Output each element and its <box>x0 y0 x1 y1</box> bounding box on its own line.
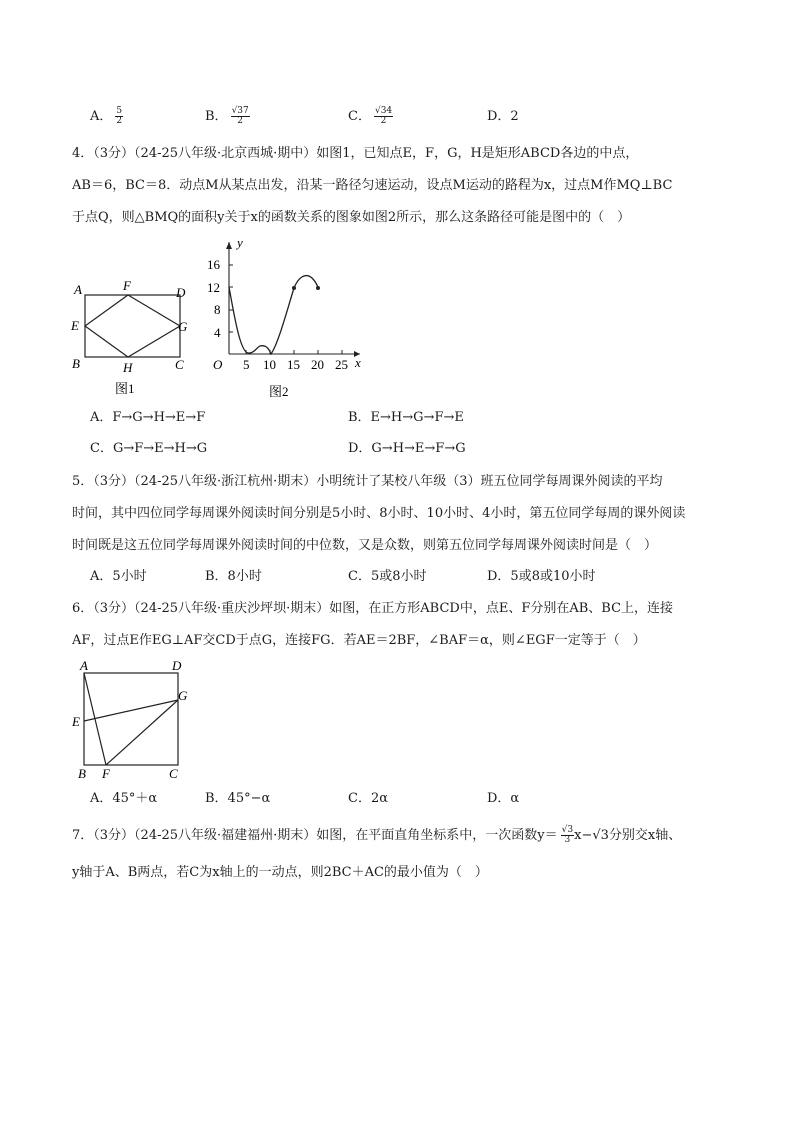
point-15-12 <box>292 286 296 290</box>
label-g: G <box>178 319 188 334</box>
figure-1-caption: 图1 <box>115 381 135 396</box>
label-c: C <box>175 357 184 372</box>
label-a: A <box>80 658 88 673</box>
q6-line-1: 6．（3分）（24-25八年级·重庆沙坪坝·期末）如图，在正方形ABCD中，点E、F分别在AB、BC上，连接 <box>72 601 674 616</box>
label-a: A <box>74 282 82 297</box>
q5-option-d: D．5或8或10小时 <box>487 569 596 584</box>
x-tick-label: 10 <box>263 357 276 372</box>
x-tick-label: 25 <box>335 357 348 372</box>
q4-line-3: 于点Q，则△BMQ的面积y关于x的函数关系的图象如图2所示，那么这条路径可能是图中的（ ） <box>72 210 631 225</box>
q7-line-2: y轴于A、B两点，若C为x轴上的一动点，则2BC＋AC的最小值为（ ） <box>72 865 488 880</box>
figure-2-caption: 图2 <box>269 384 289 399</box>
label-b: B <box>78 766 86 781</box>
q3-option-d: D．2 <box>487 109 519 124</box>
fraction: $\frac{√37}{2}$ <box>231 106 249 126</box>
label-b: B <box>72 356 80 371</box>
q6-option-a: A．45°＋α <box>90 791 158 806</box>
q5-option-a: A．5小时 <box>90 569 147 584</box>
q3-option-a: A． $\frac{5}{2}$ <box>90 106 123 126</box>
q4-figure-1 <box>66 270 206 400</box>
y-tick-label: 16 <box>207 257 220 272</box>
y-axis-arrow <box>226 242 232 249</box>
fraction: $\frac{5}{2}$ <box>116 106 123 126</box>
q5-line-3: 时间既是这五位同学每周课外阅读时间的中位数，又是众数，则第五位同学每周课外阅读时间是（ ） <box>72 538 658 553</box>
q4-option-d: D．G→H→E→F→G <box>348 441 466 456</box>
q4-figure-2 <box>200 234 375 402</box>
label-d: D <box>176 285 186 300</box>
square-abcd <box>84 673 178 765</box>
q7-line-1: 7．（3分）（24-25八年级·福建福州·期末）如图，在平面直角坐标系中，一次函数y＝ $\frac{√3}{3}$ x−√3分别交x轴、 <box>72 825 682 845</box>
origin-label: O <box>213 357 223 372</box>
q5-line-1: 5．（3分）（24-25八年级·浙江杭州·期末）小明统计了某校八年级（3）班五位同学每周课外阅读的平均 <box>72 474 663 489</box>
q5-option-c: C．5或8小时 <box>348 569 427 584</box>
q6-figure <box>70 655 200 783</box>
point-20-12 <box>316 286 320 290</box>
rectangle-abcd <box>85 295 180 357</box>
q6-option-c: C．2α <box>348 791 388 806</box>
q5-option-b: B．8小时 <box>205 569 262 584</box>
fraction: $\frac{√3}{3}$ <box>561 825 574 845</box>
x-tick-label: 5 <box>243 357 250 372</box>
q4-line-1: 4．（3分）（24-25八年级·北京西城·期中）如图1，已知点E，F，G，H是矩形ABCD各边的中点， <box>72 146 639 161</box>
y-tick-label: 12 <box>207 280 220 295</box>
label-c: C <box>169 766 178 781</box>
x-tick-label: 15 <box>287 357 300 372</box>
function-curve <box>229 276 318 354</box>
q3-option-c: C． $\frac{√34}{2}$ <box>348 106 393 126</box>
q3-option-b: B． $\frac{√37}{2}$ <box>205 106 249 126</box>
label-d: D <box>172 658 182 673</box>
x-axis-label: x <box>355 355 361 370</box>
label-e: E <box>72 714 80 729</box>
fraction: $\frac{√34}{2}$ <box>374 106 393 126</box>
y-tick-label: 4 <box>214 325 221 340</box>
segment-eg <box>84 700 178 721</box>
q5-line-2: 时间，其中四位同学每周课外阅读时间分别是5小时、8小时、10小时、4小时，第五位同学每周的课外阅读 <box>72 506 686 521</box>
q4-option-b: B．E→H→G→F→E <box>348 410 464 425</box>
label-e: E <box>71 318 79 333</box>
label-g: G <box>178 688 188 703</box>
y-tick-label: 8 <box>214 302 221 317</box>
q6-option-b: B．45°−α <box>205 791 271 806</box>
label-f: F <box>102 766 110 781</box>
q6-line-2: AF，过点E作EG⊥AF交CD于点G，连接FG．若AE＝2BF，∠BAF＝α，则∠EGF一定等于（ ） <box>72 633 646 648</box>
rhombus-efgh <box>85 295 180 357</box>
q6-option-d: D．α <box>487 791 520 806</box>
label-h: H <box>123 360 133 375</box>
q4-option-a: A．F→G→H→E→F <box>90 410 206 425</box>
label-f: F <box>123 278 131 293</box>
x-tick-label: 20 <box>311 357 324 372</box>
q4-line-2: AB＝6，BC＝8．动点M从某点出发，沿某一路径匀速运动，设点M运动的路程为x，过点M作MQ⊥BC <box>72 178 673 193</box>
q4-option-c: C．G→F→E→H→G <box>90 441 208 456</box>
segment-fg <box>106 700 178 765</box>
y-axis-label: y <box>237 235 243 250</box>
